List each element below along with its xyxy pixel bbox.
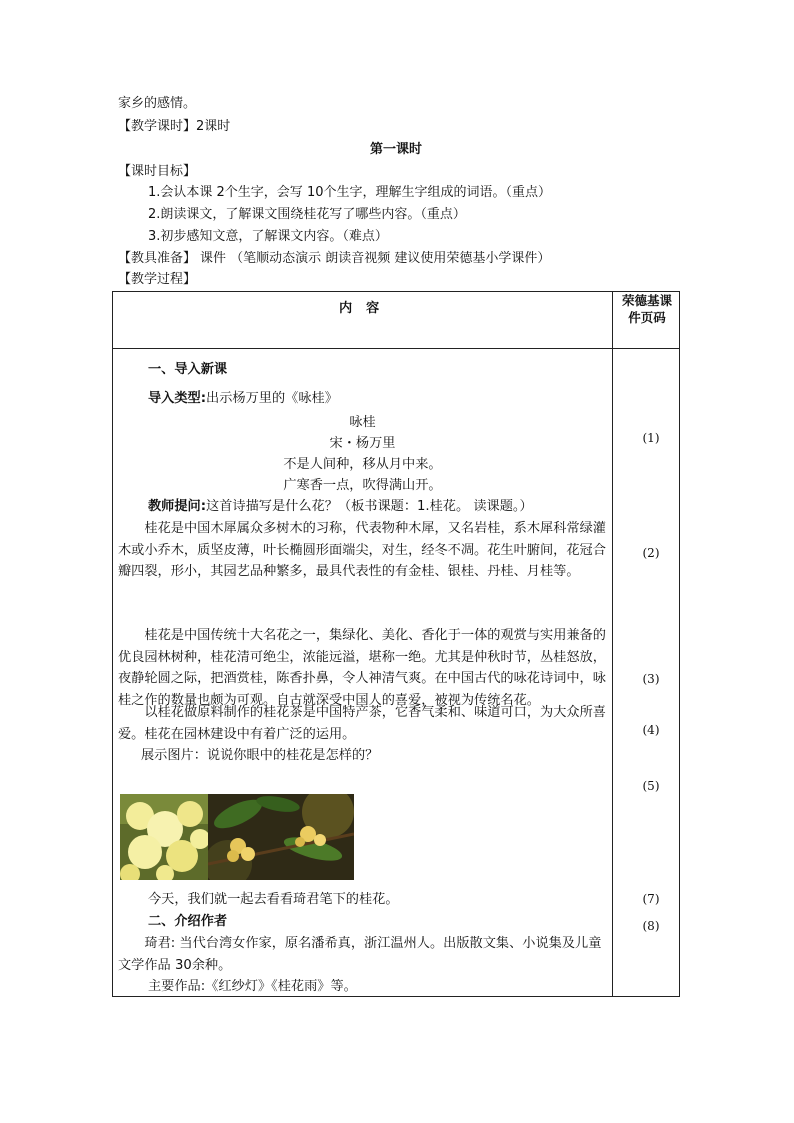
- intro-tail-text: 家乡的感情。: [118, 96, 197, 111]
- page-mark: (3): [642, 672, 660, 686]
- goal-item: 1.会认本课 2个生字，会写 10个生字，理解生字组成的词语。（重点）: [148, 185, 551, 200]
- col-header-page: 荣德基课件页码: [621, 293, 672, 325]
- poem-title: 咏桂: [349, 415, 376, 430]
- teacher-question-line: [148, 496, 533, 518]
- header-divider: [113, 348, 679, 349]
- page-mark: (4): [642, 723, 660, 737]
- poem-author: 宋・杨万里: [329, 436, 396, 451]
- teacher-question-text: 这首诗描写是什么花？（板书课题：1.桂花。 读课题。）: [206, 499, 533, 514]
- show-picture-prompt: 展示图片：说说你眼中的桂花是怎样的？: [141, 748, 379, 763]
- page-mark: (7): [642, 892, 660, 906]
- lesson-hours: 【教学课时】2课时: [118, 119, 231, 134]
- page-mark: (1): [642, 431, 660, 445]
- goal-item: 3.初步感知文意，了解课文内容。（难点）: [148, 229, 388, 244]
- page-mark: (2): [642, 546, 660, 560]
- author-intro: 琦君: 当代台湾女作家，原名潘希真，浙江温州人。出版散文集、小说集及儿童文学作品 30余种。: [118, 936, 602, 973]
- teacher-question-label: 教师提问:: [148, 499, 207, 514]
- col-header-content: 内 容: [339, 301, 380, 316]
- poem-line: 广寒香一点，吹得满山开。: [283, 478, 442, 493]
- lesson-process-table: [112, 291, 680, 997]
- osmanthus-photo-left: [120, 794, 208, 880]
- page-mark: (5): [642, 779, 660, 793]
- page-mark: (8): [642, 919, 660, 933]
- paragraph-osmanthus-intro: 桂花是中国木犀属众多树木的习称，代表物种木犀，又名岩桂，系木犀科常绿灌木或小乔木，质坚皮薄，叶长椭圆形面端尖，对生，经冬不凋。花生叶腑间，花冠合瓣四裂，形小，其园艺品种繁多，最具代表性的有金桂、银桂、丹桂、月桂等。: [118, 521, 606, 579]
- tools-line: [118, 249, 550, 269]
- paragraph-osmanthus-culture: 桂花是中国传统十大名花之一，集绿化、美化、香化于一体的观赏与实用兼备的优良园林树种，桂花清可绝尘，浓能远溢，堪称一绝。尤其是仲秋时节，丛桂怒放，夜静轮圆之际，把酒赏桂，陈香扑鼻，令人神清气爽。在中国古代的咏花诗词中，咏桂之作的数量也颇为可观。自古就深受中国人的喜爱，被视为传统名花。: [118, 628, 606, 708]
- process-heading: 【教学过程】: [118, 272, 197, 287]
- section1-title: 一、导入新课: [148, 362, 228, 377]
- goals-heading: 【课时目标】: [118, 164, 197, 179]
- lead-type-line: [148, 388, 338, 410]
- column-divider: [612, 292, 613, 996]
- today-line: 今天，我们就一起去看看琦君笔下的桂花。: [148, 892, 399, 907]
- lead-type-text: 出示杨万里的《咏桂》: [206, 391, 338, 406]
- osmanthus-photo-right: [208, 794, 354, 880]
- lead-type-label: 导入类型:: [148, 391, 207, 406]
- tools-text: 课件 （笔顺动态演示 朗读音视频 建议使用荣德基小学课件）: [200, 251, 551, 266]
- tools-label: 【教具准备】: [118, 251, 197, 266]
- author-works: 主要作品:《红纱灯》《桂花雨》等。: [148, 979, 357, 994]
- section-title: 第一课时: [370, 142, 423, 157]
- poem-line: 不是人间种，移从月中来。: [283, 457, 442, 472]
- goal-item: 2.朗读课文，了解课文围绕桂花写了哪些内容。（重点）: [148, 207, 466, 222]
- section2-title: 二、介绍作者: [148, 914, 228, 929]
- paragraph-osmanthus-tea: 以桂花做原料制作的桂花茶是中国特产茶，它香气柔和、味道可口，为大众所喜爱。桂花在园林建设中有着广泛的运用。: [118, 705, 606, 742]
